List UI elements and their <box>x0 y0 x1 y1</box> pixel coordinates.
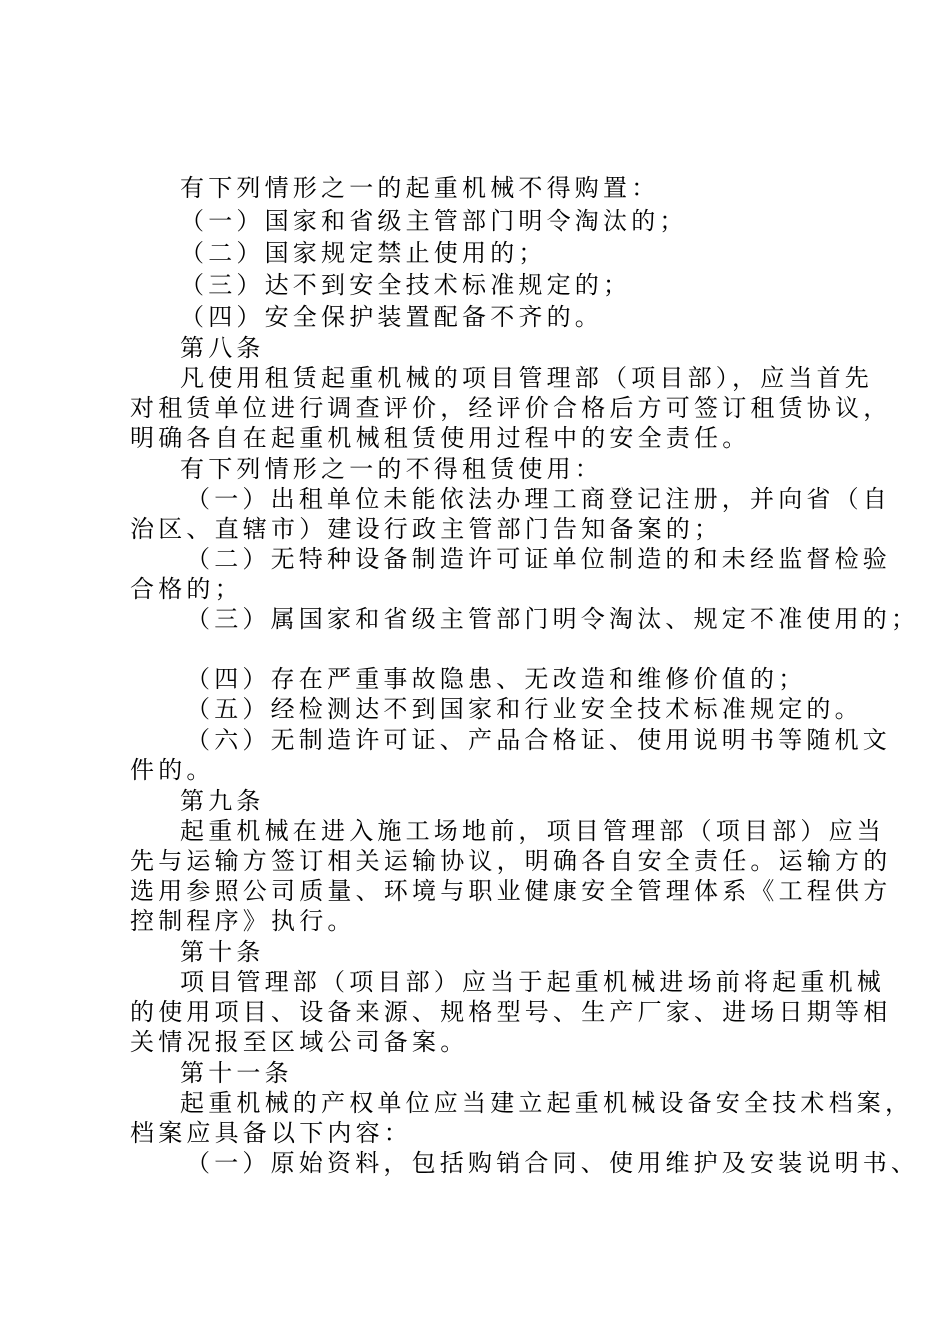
text-line: （四）安全保护装置配备不齐的。 <box>180 303 603 331</box>
text-line: 合格的； <box>130 575 243 603</box>
text-line: 控制程序》执行。 <box>130 907 356 935</box>
text-line: 项目管理部（项目部）应当于起重机械进场前将起重机械 <box>180 968 885 996</box>
text-line: （三）达不到安全技术标准规定的； <box>180 271 632 299</box>
article-heading: 第九条 <box>180 787 265 815</box>
text-line: 关情况报至区域公司备案。 <box>130 1028 469 1056</box>
text-line: （二）国家规定禁止使用的； <box>180 239 547 267</box>
text-line: （一）原始资料，包括购销合同、使用维护及安装说明书、 <box>186 1149 920 1177</box>
text-line: 件的。 <box>130 756 215 784</box>
text-line: 起重机械在进入施工场地前，项目管理部（项目部）应当 <box>180 817 885 845</box>
text-line: 先与运输方签订相关运输协议，明确各自安全责任。运输方的 <box>130 847 892 875</box>
text-line: 档案应具备以下内容： <box>130 1119 412 1147</box>
text-line: 明确各自在起重机械租赁使用过程中的安全责任。 <box>130 424 751 452</box>
text-line: （一）国家和省级主管部门明令淘汰的； <box>180 207 688 235</box>
text-line: 有下列情形之一的起重机械不得购置： <box>180 174 660 202</box>
text-line: 治区、直辖市）建设行政主管部门告知备案的； <box>130 515 723 543</box>
text-line: （六）无制造许可证、产品合格证、使用说明书等随机文 <box>186 726 891 754</box>
text-line: （二）无特种设备制造许可证单位制造的和未经监督检验 <box>186 545 891 573</box>
text-line: （三）属国家和省级主管部门明令淘汰、规定不准使用的； <box>186 605 920 633</box>
text-line: （五）经检测达不到国家和行业安全技术标准规定的。 <box>186 695 863 723</box>
article-heading: 第十条 <box>180 938 265 966</box>
text-line: 的使用项目、设备来源、规格型号、生产厂家、进场日期等相 <box>130 998 892 1026</box>
text-line: （一）出租单位未能依法办理工商登记注册，并向省（自 <box>186 485 891 513</box>
text-line: 有下列情形之一的不得租赁使用： <box>180 455 603 483</box>
text-line: （四）存在严重事故隐患、无改造和维修价值的； <box>186 665 807 693</box>
article-heading: 第十一条 <box>180 1059 293 1087</box>
text-line: 起重机械的产权单位应当建立起重机械设备安全技术档案， <box>180 1089 914 1117</box>
text-line: 对租赁单位进行调查评价，经评价合格后方可签订租赁协议， <box>130 394 892 422</box>
text-line: 选用参照公司质量、环境与职业健康安全管理体系《工程供方 <box>130 877 892 905</box>
text-line: 凡使用租赁起重机械的项目管理部（项目部），应当首先 <box>180 364 873 392</box>
article-heading: 第八条 <box>180 334 265 362</box>
